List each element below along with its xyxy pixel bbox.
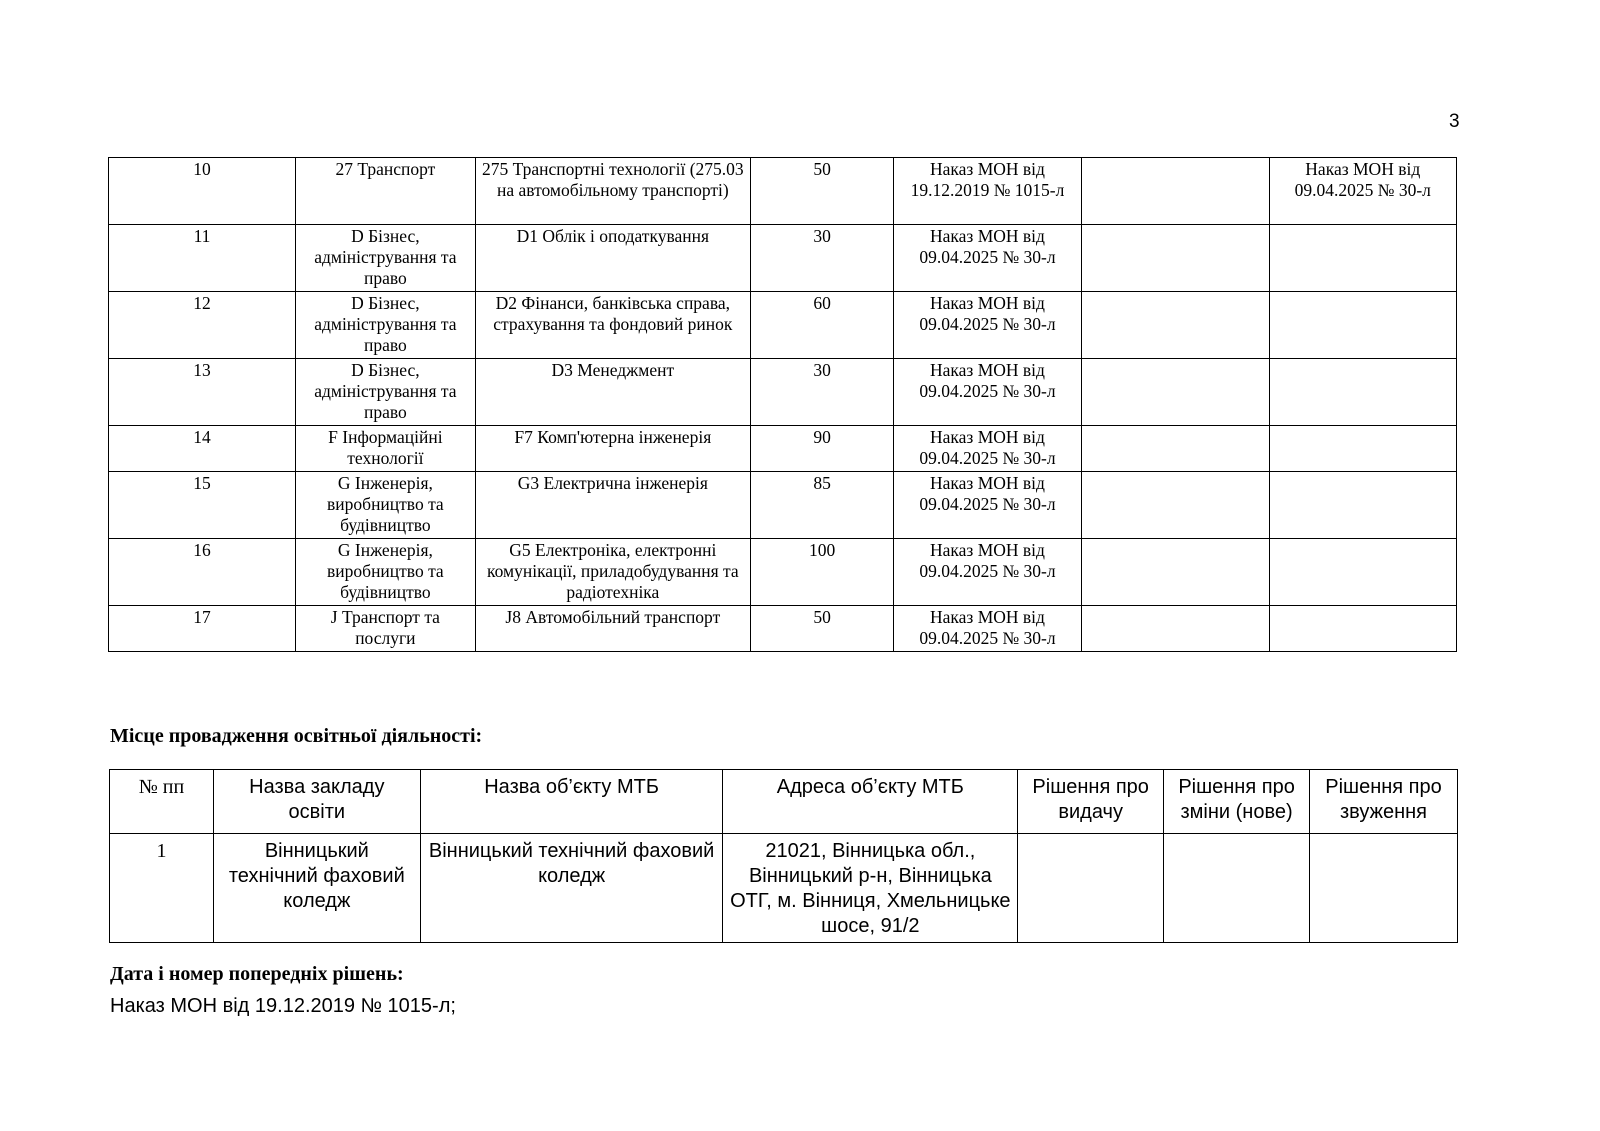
issue-cell: Наказ МОН від 09.04.2025 № 30-л xyxy=(894,426,1081,472)
field-cell: D Бізнес, адміністрування та право xyxy=(296,225,476,292)
row-number: 17 xyxy=(109,606,296,652)
page-number: 3 xyxy=(1449,111,1460,132)
row-number: 15 xyxy=(109,472,296,539)
field-cell: D Бізнес, адміністрування та право xyxy=(296,359,476,426)
header-number: № пп xyxy=(110,770,214,834)
volume-cell: 100 xyxy=(750,539,893,606)
reduce-cell xyxy=(1310,834,1458,943)
row-number: 16 xyxy=(109,539,296,606)
specialty-cell: J8 Автомобільний транспорт xyxy=(475,606,750,652)
change-cell xyxy=(1081,225,1269,292)
issue-cell: Наказ МОН від 09.04.2025 № 30-л xyxy=(894,225,1081,292)
field-cell: D Бізнес, адміністрування та право xyxy=(296,292,476,359)
reduce-cell xyxy=(1269,292,1456,359)
specialty-cell: G5 Електроніка, електронні комунікації, приладобудування та радіотехніка xyxy=(475,539,750,606)
specialty-cell: D3 Менеджмент xyxy=(475,359,750,426)
row-number: 11 xyxy=(109,225,296,292)
specialty-cell: 275 Транспортні технології (275.03 на автомобільному транспорті) xyxy=(475,158,750,225)
table-row xyxy=(109,472,1457,539)
reduce-cell xyxy=(1269,359,1456,426)
field-cell: G Інженерія, виробництво та будівництво xyxy=(296,472,476,539)
table-row xyxy=(109,539,1457,606)
institution-cell: Вінницький технічний фаховий коледж xyxy=(213,834,420,943)
table-row xyxy=(109,292,1457,359)
specialty-cell: D2 Фінанси, банківська справа, страхування та фондовий ринок xyxy=(475,292,750,359)
volume-cell: 50 xyxy=(750,158,893,225)
change-cell xyxy=(1081,426,1269,472)
issue-cell: Наказ МОН від 09.04.2025 № 30-л xyxy=(894,606,1081,652)
issue-cell: Наказ МОН від 09.04.2025 № 30-л xyxy=(894,359,1081,426)
reduce-cell: Наказ МОН від 09.04.2025 № 30-л xyxy=(1269,158,1456,225)
licensing-table xyxy=(108,157,1457,652)
change-cell xyxy=(1081,359,1269,426)
header-address: Адреса об’єкту МТБ xyxy=(723,770,1018,834)
field-cell: J Транспорт та послуги xyxy=(296,606,476,652)
table-row xyxy=(109,225,1457,292)
specialty-cell: F7 Комп'ютерна інженерія xyxy=(475,426,750,472)
change-cell xyxy=(1081,472,1269,539)
change-cell xyxy=(1081,158,1269,225)
reduce-cell xyxy=(1269,426,1456,472)
object-cell: Вінницький технічний фаховий коледж xyxy=(420,834,723,943)
table-row xyxy=(109,359,1457,426)
volume-cell: 30 xyxy=(750,359,893,426)
reduce-cell xyxy=(1269,225,1456,292)
issue-cell: Наказ МОН від 09.04.2025 № 30-л xyxy=(894,472,1081,539)
reduce-cell xyxy=(1269,539,1456,606)
field-cell: G Інженерія, виробництво та будівництво xyxy=(296,539,476,606)
row-number: 13 xyxy=(109,359,296,426)
row-number: 14 xyxy=(109,426,296,472)
reduce-cell xyxy=(1269,606,1456,652)
volume-cell: 60 xyxy=(750,292,893,359)
location-table xyxy=(109,769,1458,943)
header-change: Рішення про зміни (нове) xyxy=(1164,770,1310,834)
change-cell xyxy=(1081,606,1269,652)
change-cell xyxy=(1164,834,1310,943)
specialty-cell: G3 Електрична інженерія xyxy=(475,472,750,539)
issue-cell: Наказ МОН від 09.04.2025 № 30-л xyxy=(894,539,1081,606)
previous-decisions-text: Наказ МОН від 19.12.2019 № 1015-л; xyxy=(110,995,456,1017)
table-row xyxy=(109,158,1457,225)
address-cell: 21021, Вінницька обл., Вінницький р-н, Вінницька ОТГ, м. Вінниця, Хмельницьке шосе, 91/2 xyxy=(723,834,1018,943)
reduce-cell xyxy=(1269,472,1456,539)
volume-cell: 90 xyxy=(750,426,893,472)
header-reduce: Рішення про звуження xyxy=(1310,770,1458,834)
field-cell: F Інформаційні технології xyxy=(296,426,476,472)
previous-decisions-heading: Дата і номер попередніх рішень: xyxy=(110,963,404,985)
issue-cell: Наказ МОН від 09.04.2025 № 30-л xyxy=(894,292,1081,359)
volume-cell: 30 xyxy=(750,225,893,292)
row-number: 1 xyxy=(110,834,214,943)
row-number: 12 xyxy=(109,292,296,359)
change-cell xyxy=(1081,292,1269,359)
table-row xyxy=(109,426,1457,472)
header-object: Назва об’єкту МТБ xyxy=(420,770,723,834)
header-institution: Назва закладу освіти xyxy=(213,770,420,834)
field-cell: 27 Транспорт xyxy=(296,158,476,225)
row-number: 10 xyxy=(109,158,296,225)
issue-cell: Наказ МОН від 19.12.2019 № 1015-л xyxy=(894,158,1081,225)
header-issue: Рішення про видачу xyxy=(1018,770,1164,834)
header-row xyxy=(110,770,1458,834)
issue-cell xyxy=(1018,834,1164,943)
change-cell xyxy=(1081,539,1269,606)
volume-cell: 85 xyxy=(750,472,893,539)
table-row xyxy=(110,834,1458,943)
specialty-cell: D1 Облік і оподаткування xyxy=(475,225,750,292)
table-row xyxy=(109,606,1457,652)
location-heading: Місце провадження освітньої діяльності: xyxy=(110,725,483,747)
volume-cell: 50 xyxy=(750,606,893,652)
